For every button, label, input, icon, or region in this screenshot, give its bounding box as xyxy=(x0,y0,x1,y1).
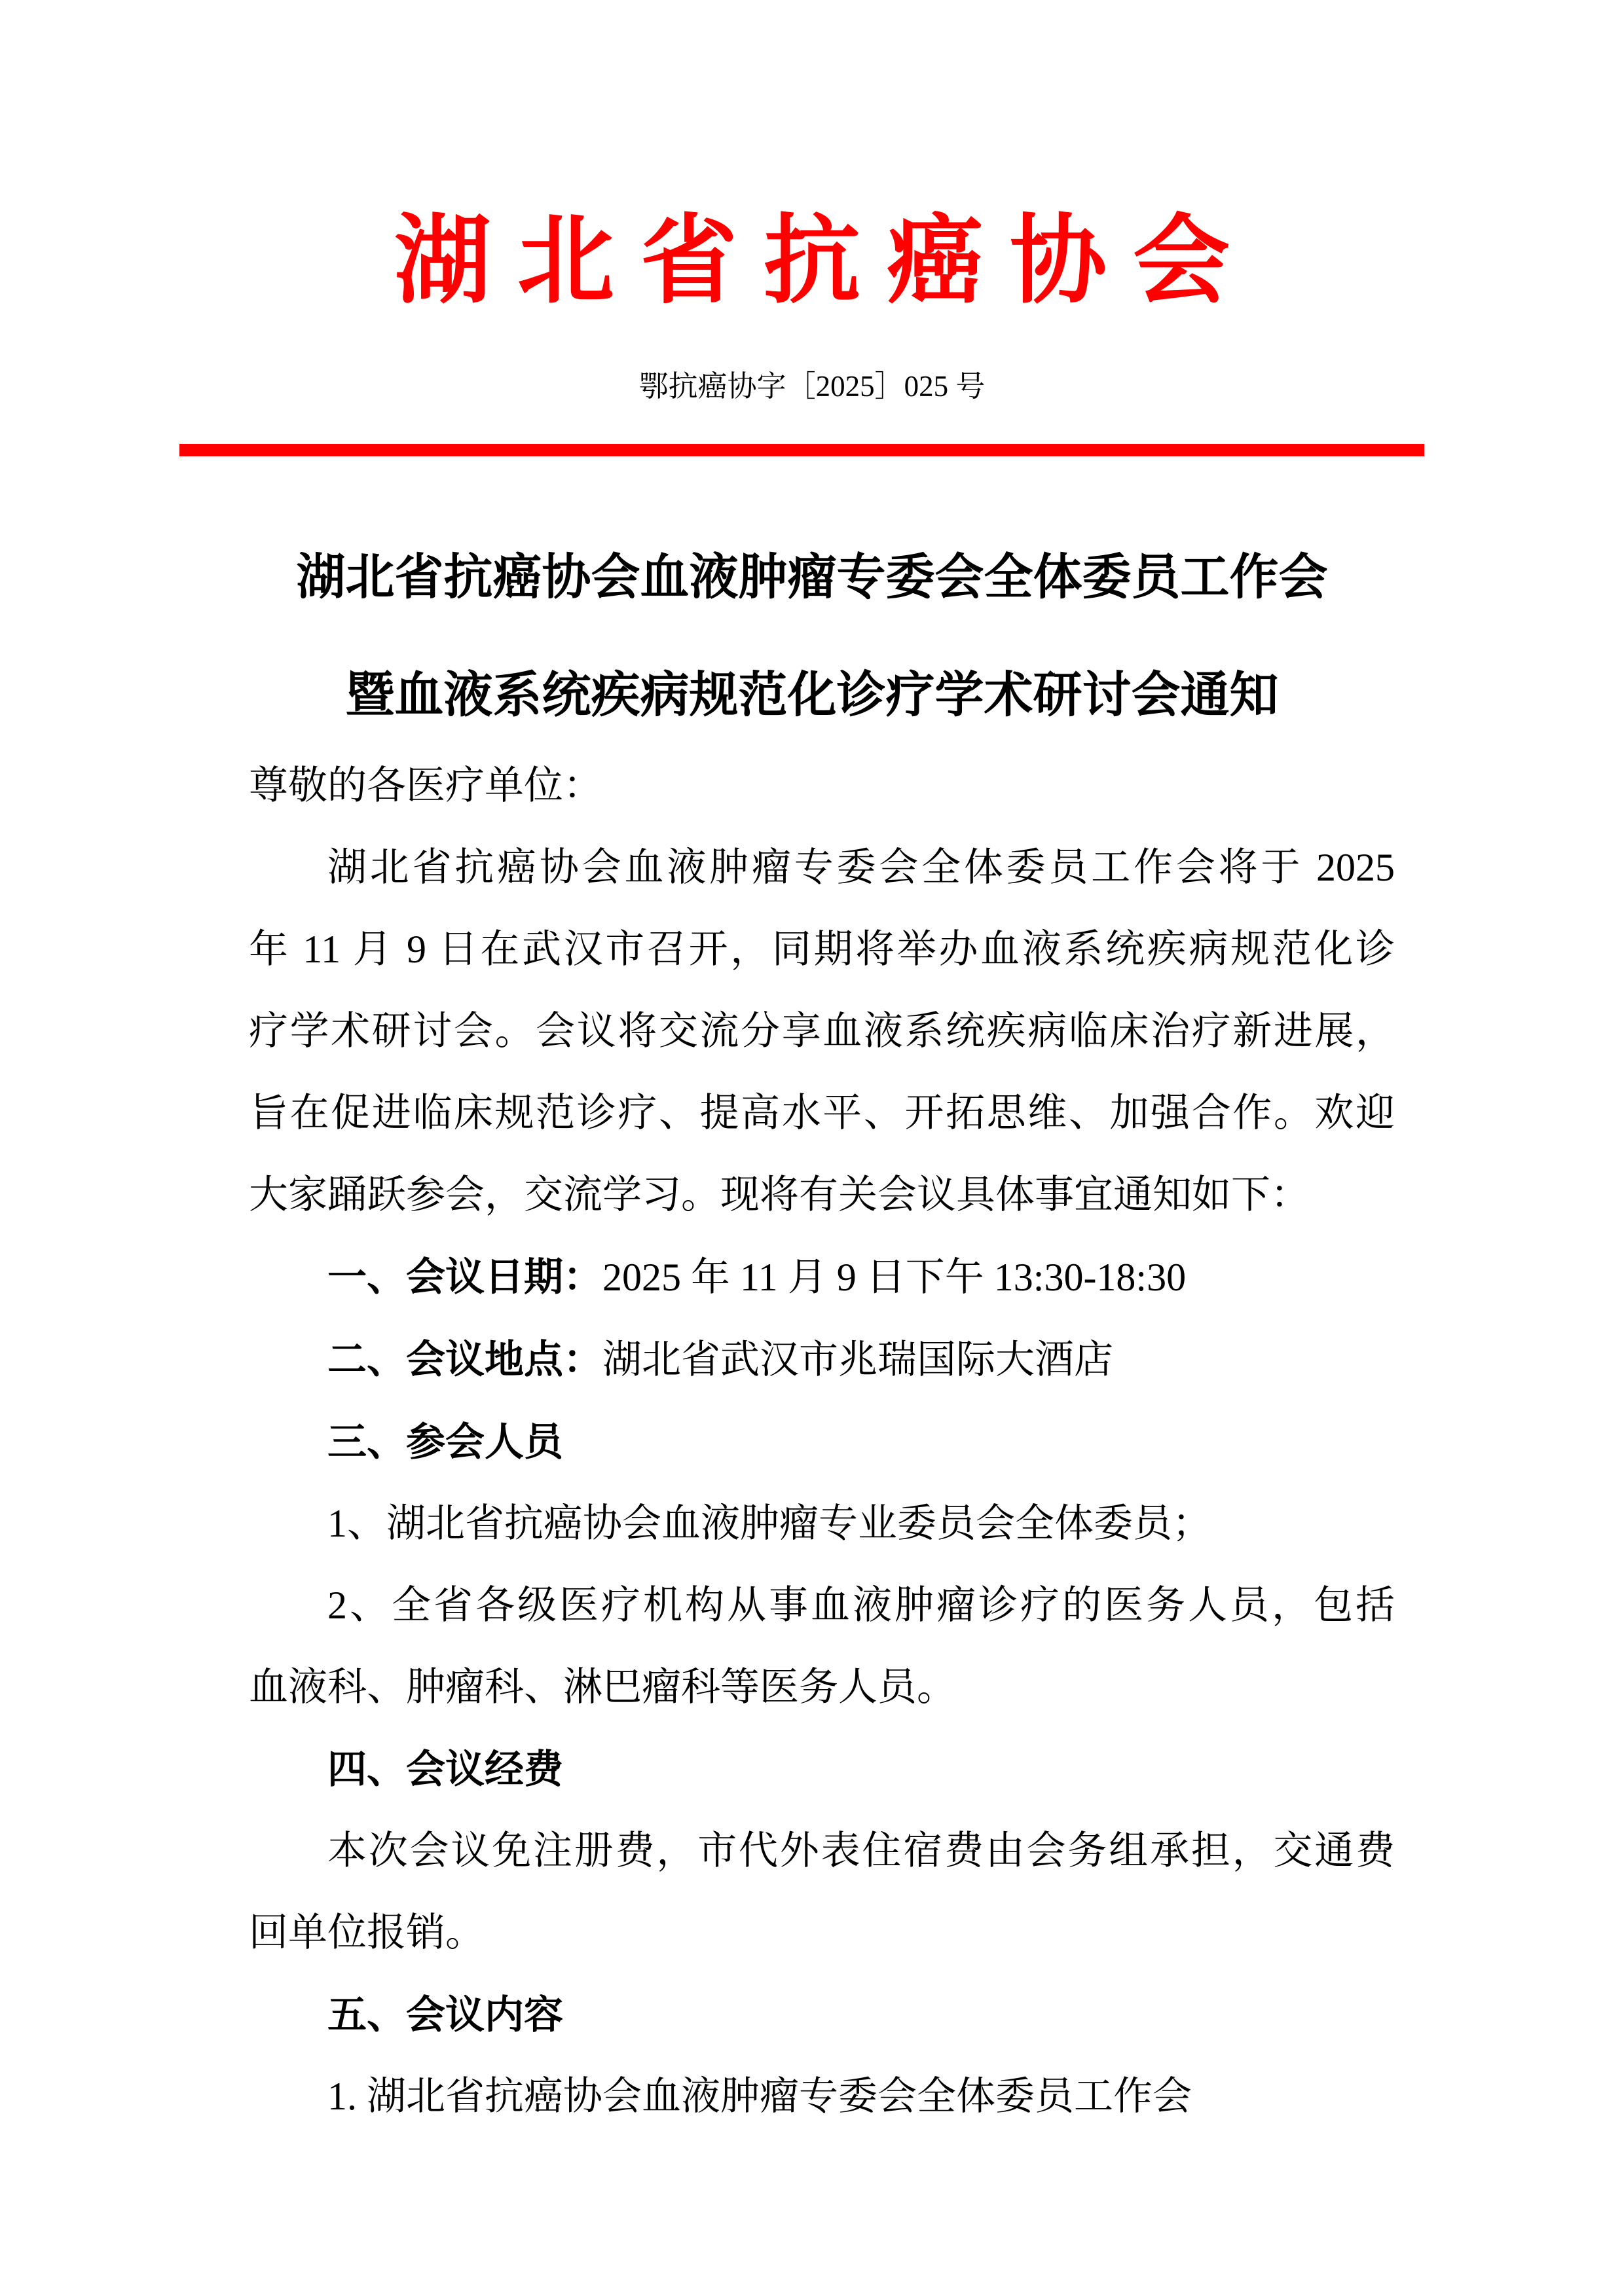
doc-title-line2: 暨血液系统疾病规范化诊疗学术研讨会通知 xyxy=(345,668,1279,723)
funding-heading-line: 四、会议经费 xyxy=(327,1747,563,1791)
meeting-venue-line xyxy=(249,1319,1395,1401)
meeting-date-value: 2025 年 11 月 9 日下午 13:30-18:30 xyxy=(602,1256,1187,1299)
intro-line-4: 旨在促进临床规范诊疗、提高水平、开拓思维、加强合作。欢迎 xyxy=(249,1091,1395,1135)
meeting-date-label: 一、会议日期： xyxy=(327,1255,602,1299)
agenda-item-1-line: 1. 湖北省抗癌协会血液肿瘤专委会全体委员工作会 xyxy=(327,2075,1192,2118)
attendees-item-1-line: 1、湖北省抗癌协会血液肿瘤专业委员会全体委员； xyxy=(327,1502,1211,1545)
agenda-heading-line: 五、会议内容 xyxy=(327,1993,563,2037)
doc-title xyxy=(0,519,1624,755)
intro-line-1: 湖北省抗癌协会血液肿瘤专委会全体委员工作会将于 2025 xyxy=(327,846,1395,889)
intro-line-3: 疗学术研讨会。会议将交流分享血液系统疾病临床治疗新进展， xyxy=(249,1010,1395,1053)
greeting-line: 尊敬的各医疗单位： xyxy=(249,764,602,807)
intro-line-2: 年 11 月 9 日在武汉市召开，同期将举办血液系统疾病规范化诊 xyxy=(249,928,1395,971)
red-divider-rule xyxy=(179,444,1424,456)
attendees-heading-line: 三、参会人员 xyxy=(327,1420,563,1464)
attendees-item-2-cont-line: 血液科、肿瘤科、淋巴瘤科等医务人员。 xyxy=(249,1666,956,1709)
funding-line-2: 回单位报销。 xyxy=(249,1911,485,1954)
doc-title-line1: 湖北省抗癌协会血液肿瘤专委会全体委员工作会 xyxy=(296,551,1328,605)
funding-line-1: 本次会议免注册费，市代外表住宿费由会务组承担，交通费 xyxy=(327,1829,1395,1872)
body-text xyxy=(249,745,1395,2138)
doc-number: 鄂抗癌协字［2025］025 号 xyxy=(638,370,986,403)
org-title: 湖北省抗癌协会 xyxy=(394,208,1256,316)
attendees-item-2-line: 2、全省各级医疗机构从事血液肿瘤诊疗的医务人员，包括 xyxy=(327,1584,1395,1627)
meeting-venue-value: 湖北省武汉市兆瑞国际大酒店 xyxy=(602,1338,1113,1381)
intro-line-5: 大家踊跃参会，交流学习。现将有关会议具体事宜通知如下： xyxy=(249,1173,1310,1216)
meeting-venue-label: 二、会议地点： xyxy=(327,1338,602,1381)
meeting-date-line xyxy=(249,1236,1395,1319)
